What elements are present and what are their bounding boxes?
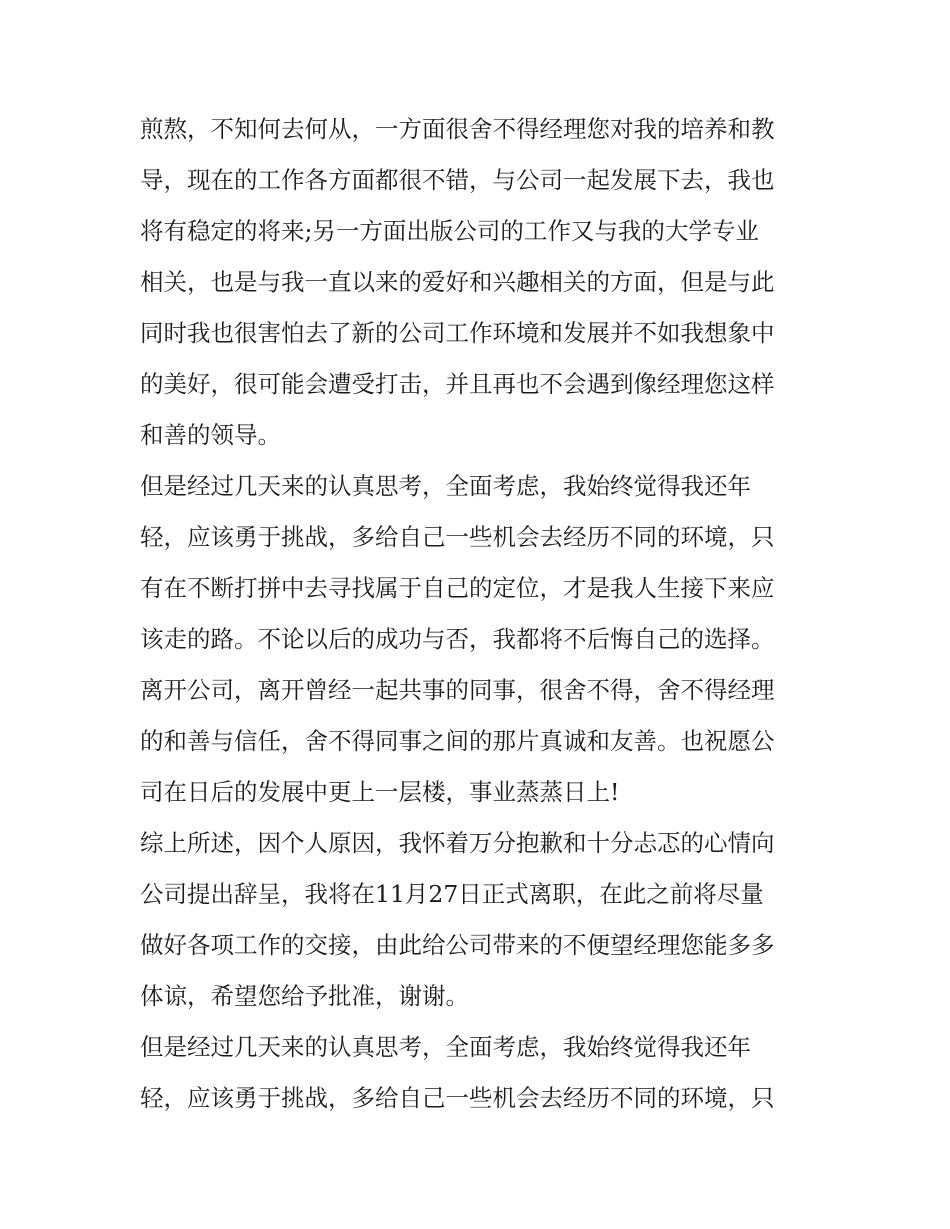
text-line: 但是经过几天来的认真思考，全面考虑，我始终觉得我还年: [140, 1033, 751, 1061]
text-line: 煎熬，不知何去何从，一方面很舍不得经理您对我的培养和教: [140, 115, 775, 143]
text-line: 公司提出辞呈，我将在11月27日正式离职，在此之前将尽量: [140, 880, 764, 908]
text-line: 做好各项工作的交接，由此给公司带来的不便望经理您能多多: [140, 931, 775, 959]
text-line: 轻，应该勇于挑战，多给自己一些机会去经历不同的环境，只: [140, 523, 775, 551]
text-line: 有在不断打拼中去寻找属于自己的定位，才是我人生接下来应: [140, 574, 775, 602]
text-line: 体谅，希望您给予批准，谢谢。: [140, 982, 469, 1010]
body-text: [140, 104, 820, 1124]
text-line: 和善的领导。: [140, 421, 281, 449]
text-line: 同时我也很害怕去了新的公司工作环境和发展并不如我想象中: [140, 319, 775, 347]
text-line: 的和善与信任，舍不得同事之间的那片真诚和友善。也祝愿公: [140, 727, 775, 755]
text-line: 离开公司，离开曾经一起共事的同事，很舍不得，舍不得经理: [140, 676, 775, 704]
text-line: 将有稳定的将来;另一方面出版公司的工作又与我的大学专业: [140, 217, 759, 245]
text-line: 导，现在的工作各方面都很不错，与公司一起发展下去，我也: [140, 166, 775, 194]
text-line: 但是经过几天来的认真思考，全面考虑，我始终觉得我还年: [140, 472, 751, 500]
text-line: 司在日后的发展中更上一层楼，事业蒸蒸日上!: [140, 778, 620, 806]
text-line: 的美好，很可能会遭受打击，并且再也不会遇到像经理您这样: [140, 370, 775, 398]
text-line: 该走的路。不论以后的成功与否，我都将不后悔自己的选择。: [140, 625, 775, 653]
text-line: 综上所述，因个人原因，我怀着万分抱歉和十分忐忑的心情向: [140, 829, 775, 857]
text-line: 轻，应该勇于挑战，多给自己一些机会去经历不同的环境，只: [140, 1084, 775, 1112]
text-line: 相关，也是与我一直以来的爱好和兴趣相关的方面，但是与此: [140, 268, 775, 296]
